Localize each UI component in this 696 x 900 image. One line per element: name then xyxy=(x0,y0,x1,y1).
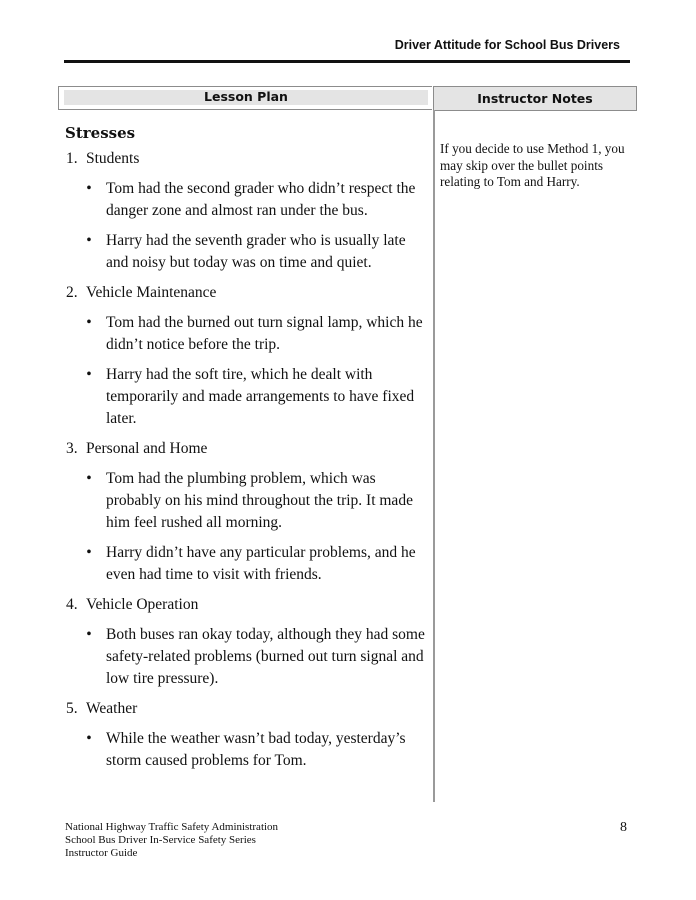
instructor-notes-header: Instructor Notes xyxy=(433,86,637,111)
item-number: 1. xyxy=(66,150,78,167)
list-item: • Harry had the seventh grader who is usually late and noisy but today was on time and quiet. xyxy=(66,230,428,274)
footer-series: School Bus Driver In-Service Safety Series xyxy=(65,833,256,846)
item-title: Personal and Home xyxy=(86,440,208,457)
lesson-plan-content xyxy=(66,148,428,780)
column-divider xyxy=(433,110,435,802)
bullet-icon: • xyxy=(86,366,92,383)
footer xyxy=(65,821,278,859)
list-item: • Both buses ran okay today, although they had some safety-related problems (burned out turn signal and low tire pressure). xyxy=(66,624,428,690)
page-number: 8 xyxy=(620,820,627,835)
lesson-plan-header-cell xyxy=(58,86,432,110)
bullet-icon: • xyxy=(86,232,92,249)
item-title: Students xyxy=(86,150,140,167)
item-title: Vehicle Operation xyxy=(86,596,199,613)
footer-guide: Instructor Guide xyxy=(65,846,138,859)
item-title: Vehicle Maintenance xyxy=(86,284,217,301)
lesson-item xyxy=(66,282,428,430)
item-number: 4. xyxy=(66,596,78,613)
list-item: • Harry didn’t have any particular problems, and he even had time to visit with friends. xyxy=(66,542,428,586)
list-item: • Tom had the burned out turn signal lamp, which he didn’t notice before the trip. xyxy=(66,312,428,356)
lesson-item xyxy=(66,148,428,274)
list-item: • Harry had the soft tire, which he dealt with temporarily and made arrangements to have fixed later. xyxy=(66,364,428,430)
bullet-icon: • xyxy=(86,180,92,197)
lesson-item xyxy=(66,698,428,772)
item-number: 2. xyxy=(66,284,78,301)
footer-agency: National Highway Traffic Safety Administration xyxy=(65,821,279,833)
running-header-title: Driver Attitude for School Bus Drivers xyxy=(394,38,620,52)
lesson-item xyxy=(66,438,428,586)
list-item: • Tom had the second grader who didn’t respect the danger zone and almost ran under the bus. xyxy=(66,178,428,222)
list-item: • Tom had the plumbing problem, which was probably on his mind throughout the trip. It made him feel rushed all morning. xyxy=(66,468,428,534)
list-item: • While the weather wasn’t bad today, yesterday’s storm caused problems for Tom. xyxy=(66,728,428,772)
instructor-note: If you decide to use Method 1, you may skip over the bullet points relating to Tom and Harry. xyxy=(440,141,625,189)
bullet-icon: • xyxy=(86,314,92,331)
bullet-icon: • xyxy=(86,544,92,561)
item-number: 5. xyxy=(66,700,78,717)
bullet-icon: • xyxy=(86,626,92,643)
bullet-icon: • xyxy=(86,730,92,747)
item-title: Weather xyxy=(86,700,138,717)
section-title: Stresses xyxy=(65,124,136,142)
lesson-plan-header: Lesson Plan xyxy=(64,90,428,105)
item-number: 3. xyxy=(66,440,78,457)
lesson-item xyxy=(66,594,428,690)
header-rule xyxy=(64,60,630,63)
bullet-icon: • xyxy=(86,470,92,487)
